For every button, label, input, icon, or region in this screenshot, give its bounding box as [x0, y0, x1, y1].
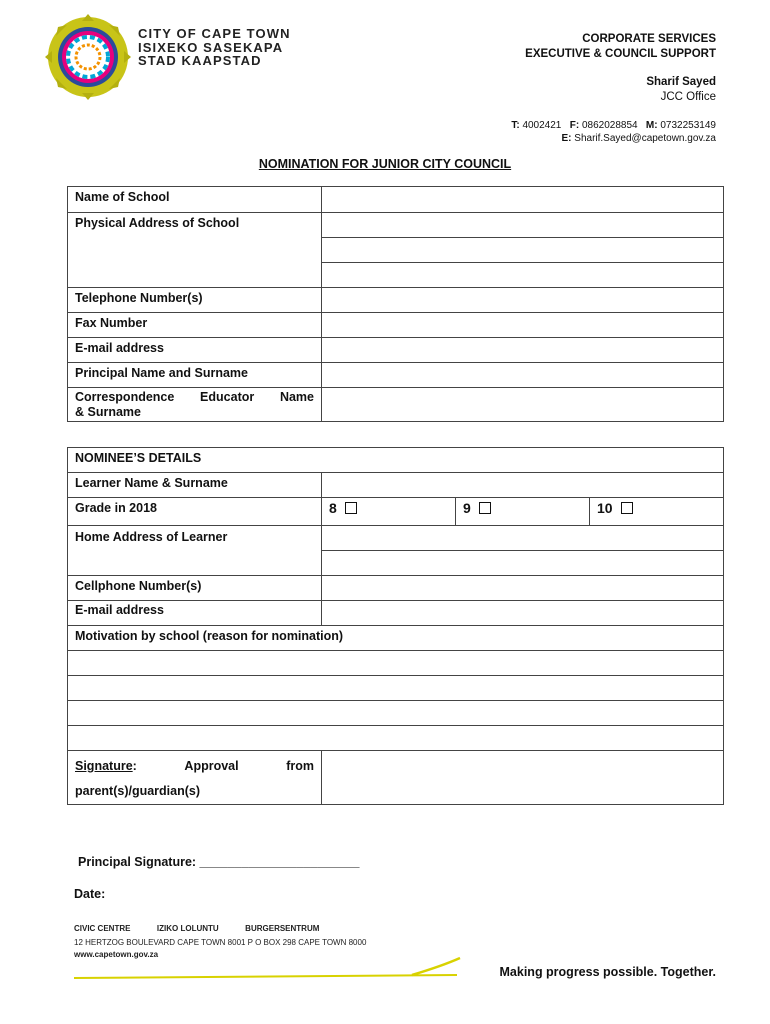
grade-label: Grade in 2018	[68, 498, 322, 526]
school-email-field[interactable]	[322, 338, 724, 363]
fax-number-field[interactable]	[322, 313, 724, 338]
signature-underlined: Signature	[75, 759, 133, 773]
date-label[interactable]: Date:	[74, 887, 106, 901]
school-address-field-1[interactable]	[322, 213, 724, 238]
correspondence-educator-field[interactable]	[322, 388, 724, 422]
footer-burgersentrum: BURGERSENTRUM	[245, 924, 320, 933]
department-name: CORPORATE SERVICES	[582, 33, 716, 45]
cellphone-label: Cellphone Number(s)	[68, 576, 322, 601]
footer-names	[74, 924, 319, 933]
motivation-line-1[interactable]	[68, 651, 724, 676]
department-block	[525, 32, 716, 62]
nominee-details-table	[67, 447, 724, 805]
contact-block	[646, 75, 716, 105]
contact-numbers	[511, 119, 716, 145]
motivation-line-4[interactable]	[68, 726, 724, 751]
grade-9-label: 9	[463, 500, 471, 516]
footer-slogan: Making progress possible. Together.	[499, 965, 716, 979]
motivation-label: Motivation by school (reason for nomination)	[68, 626, 724, 651]
grade-10-option[interactable]	[590, 498, 724, 526]
correspondence-label-line-1: Correspondence Educator Name	[75, 390, 314, 404]
footer-website[interactable]: www.capetown.gov.za	[74, 950, 159, 959]
school-details-table	[67, 186, 724, 422]
school-name-label: Name of School	[68, 187, 322, 213]
fax-number-label: Fax Number	[68, 313, 322, 338]
sub-department: EXECUTIVE & COUNCIL SUPPORT	[525, 48, 716, 60]
grade-9-checkbox[interactable]	[479, 502, 491, 514]
guardian-signature-field[interactable]	[322, 751, 724, 805]
footer-address: 12 HERTZOG BOULEVARD CAPE TOWN 8001 P O BOX 298 CAPE TOWN 8000	[74, 938, 367, 947]
logo-line-1: CITY OF CAPE TOWN	[138, 26, 291, 41]
school-name-field[interactable]	[322, 187, 724, 213]
home-address-label: Home Address of Learner	[68, 526, 322, 576]
home-address-field-1[interactable]	[322, 526, 724, 551]
school-address-label: Physical Address of School	[68, 213, 322, 288]
nominee-email-field[interactable]	[322, 601, 724, 626]
from-word: from	[286, 759, 314, 773]
phone-value: 4002421	[522, 120, 562, 131]
home-address-field-2[interactable]	[322, 551, 724, 576]
contact-name: Sharif Sayed	[646, 76, 716, 88]
grade-10-label: 10	[597, 500, 613, 516]
guardian-word: parent(s)/guardian(s)	[75, 784, 201, 798]
footer-civic-centre: CIVIC CENTRE	[74, 924, 131, 933]
form-title: NOMINATION FOR JUNIOR CITY COUNCIL	[258, 157, 512, 171]
logo-wordmark	[138, 27, 291, 68]
principal-name-label: Principal Name and Surname	[68, 363, 322, 388]
learner-name-field[interactable]	[322, 473, 724, 498]
grade-8-label: 8	[329, 500, 337, 516]
email-value: Sharif.Sayed@capetown.gov.za	[574, 133, 716, 144]
logo-line-2: ISIXEKO SASEKAPA	[138, 39, 284, 55]
school-address-field-3[interactable]	[322, 263, 724, 288]
signature-word	[75, 754, 137, 779]
fax-value: 0862028854	[581, 120, 638, 131]
learner-name-label: Learner Name & Surname	[68, 473, 322, 498]
motivation-line-2[interactable]	[68, 676, 724, 701]
footer-iziko-loluntu: IZIKO LOLUNTU	[156, 924, 219, 933]
school-email-label: E-mail address	[68, 338, 322, 363]
footer-swoosh-icon	[72, 956, 462, 982]
school-address-field-2[interactable]	[322, 238, 724, 263]
grade-9-option[interactable]	[456, 498, 590, 526]
motivation-line-3[interactable]	[68, 701, 724, 726]
approval-word: Approval	[184, 759, 239, 773]
nominee-email-label: E-mail address	[68, 601, 322, 626]
city-logo-icon	[45, 14, 131, 100]
telephone-field[interactable]	[322, 288, 724, 313]
office-name: JCC Office	[660, 91, 716, 103]
mobile-value: 0732253149	[660, 120, 716, 131]
guardian-approval-label	[68, 751, 322, 805]
mobile-label: M:	[645, 120, 658, 131]
logo-line-3: STAD KAAPSTAD	[138, 53, 262, 68]
principal-name-field[interactable]	[322, 363, 724, 388]
correspondence-label-line-2: & Surname	[75, 405, 141, 419]
telephone-label: Telephone Number(s)	[68, 288, 322, 313]
fax-label: F:	[569, 120, 580, 131]
principal-signature-line[interactable]: Principal Signature: _______________________	[78, 855, 360, 869]
email-label: E:	[561, 133, 572, 144]
signature-colon: :	[132, 759, 137, 773]
grade-10-checkbox[interactable]	[621, 502, 633, 514]
cellphone-field[interactable]	[322, 576, 724, 601]
grade-8-option[interactable]	[322, 498, 456, 526]
nominee-heading: NOMINEE’S DETAILS	[68, 448, 724, 473]
phone-label: T:	[511, 120, 520, 131]
grade-8-checkbox[interactable]	[345, 502, 357, 514]
correspondence-educator-label	[68, 388, 322, 422]
